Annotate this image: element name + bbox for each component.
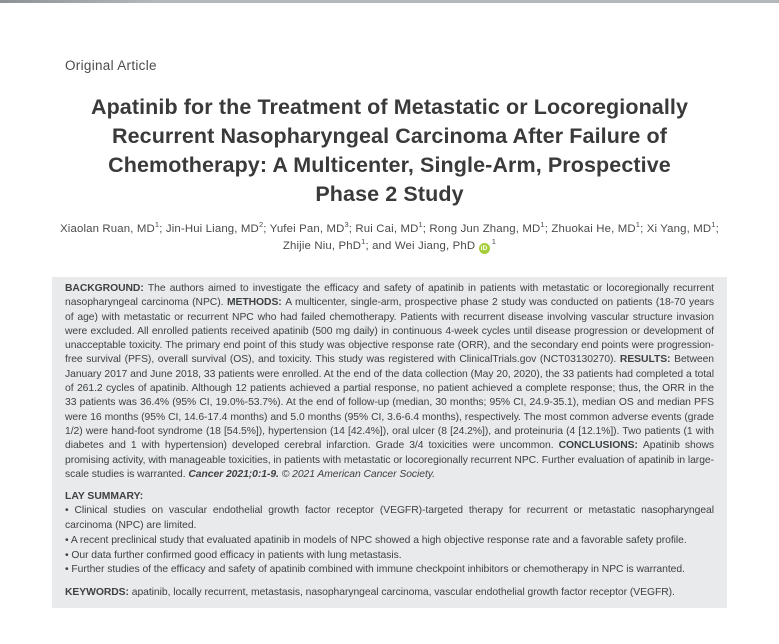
lay-summary-heading: LAY SUMMARY: [65,491,144,503]
lay-summary-bullets [65,504,714,578]
lay-summary-bullet: • Clinical studies on vascular endothelial growth factor receptor (VEGFR)-targeted therapy for recurrent or metastatic nasopharyngeal carcinoma (NPC) are limited. [65,505,714,531]
lay-summary-bullet: • Further studies of the efficacy and safety of apatinib combined with immune checkpoint inhibitors or chemotherapy in NPC is warranted. [65,564,685,576]
article-type-label: Original Article [65,58,157,73]
keywords-label: KEYWORDS: [65,587,132,599]
abstract-box [52,277,727,608]
author-list: Xiaolan Ruan, $MD^1$; Jin-Hui Liang, $MD^2$; Yufei Pan, $MD^3$; Rui Cai, $MD^1$; Rong Jun Zhang, $MD^1$; Zhuokai He, $MD^1$; Xi Yang, $MD^1$; Zhijie Niu, PhD$^1$; and Wei Jiang, PhD iD $^1$ [60,220,719,252]
keywords-line [65,586,714,600]
lay-summary-bullet: • A recent preclinical study that evaluated apatinib in models of NPC showed a high objective response rate and a favorable safety profile. [65,534,687,546]
keywords-text: apatinib, locally recurrent, metastasis, nasopharyngeal carcinoma, vascular endothelial growth factor receptor (VEGFR). [131,587,675,599]
article-title: Apatinib for the Treatment of Metastatic or Locoregionally Recurrent Nasopharyngeal Carcinoma After Failure of Chemotherapy: A Multicenter, Single-Arm, Prospective Phase 2 Study [90,95,689,206]
lay-summary-bullet: • Our data further confirmed good efficacy in patients with lung metastasis. [65,549,402,561]
page-top-rule [0,0,779,3]
orcid-icon[interactable]: iD [479,243,490,254]
lay-summary-section [65,489,714,578]
abstract-paragraph: BACKGROUND: The authors aimed to investigate the efficacy and safety of apatinib in patients with metastatic or locoregionally recurrent nasopharyngeal carcinoma (NPC). METHODS: A multicenter, single-arm, prospective phase 2 study was conducted on patients (18-70 years of age) with metastatic or recurrent NPC who had failed chemotherapy. Patients with recurrent disease involving vascular structure invasion were excluded. All enrolled patients received apatinib (500 mg daily) in continuous 4-week cycles until disease progression or development of unacceptable toxicity. The primary end point of this study was objective response rate (ORR), and the secondary end points were progression-free survival (PFS), overall survival (OS), and toxicity. This study was registered with ClinicalTrials.gov (NCT03130270). RESULTS: Between January 2017 and June 2018, 33 patients were enrolled. At the end of the data collection (May 20, 2020), the 33 patients had completed a total of 261.2 cycles of apatinib. Although 12 patients achieved a partial response, no patient achieved a complete response; thus, the ORR in the 33 patients was 36.4% (95% CI, 19.0%-53.7%). At the end of follow-up (median, 30 months; 95% CI, 24.9-35.1), median OS and median PFS were 16 months (95% CI, 14.6-17.4 months) and 5.0 months (95% CI, 3.6-6.4 months), respectively. The most common adverse events (grade 1/2) were hand-foot syndrome (18 [54.5%]), hypertension (14 [42.4%]), oral ulcer (8 [24.2%]), and proteinuria (4 [12.1%]). Two patients (1 with diabetes and 1 with hypertension) developed cerebral infarction. Grade 3/4 toxicities were uncommon. CONCLUSIONS: Apatinib shows promising activity, with manageable toxicities, in patients with metastatic or locoregionally recurrent NPC. Further evaluation of apatinib in large-scale studies is warranted. Cancer 2021;0:1-9. © 2021 American Cancer Society. [65,283,715,480]
